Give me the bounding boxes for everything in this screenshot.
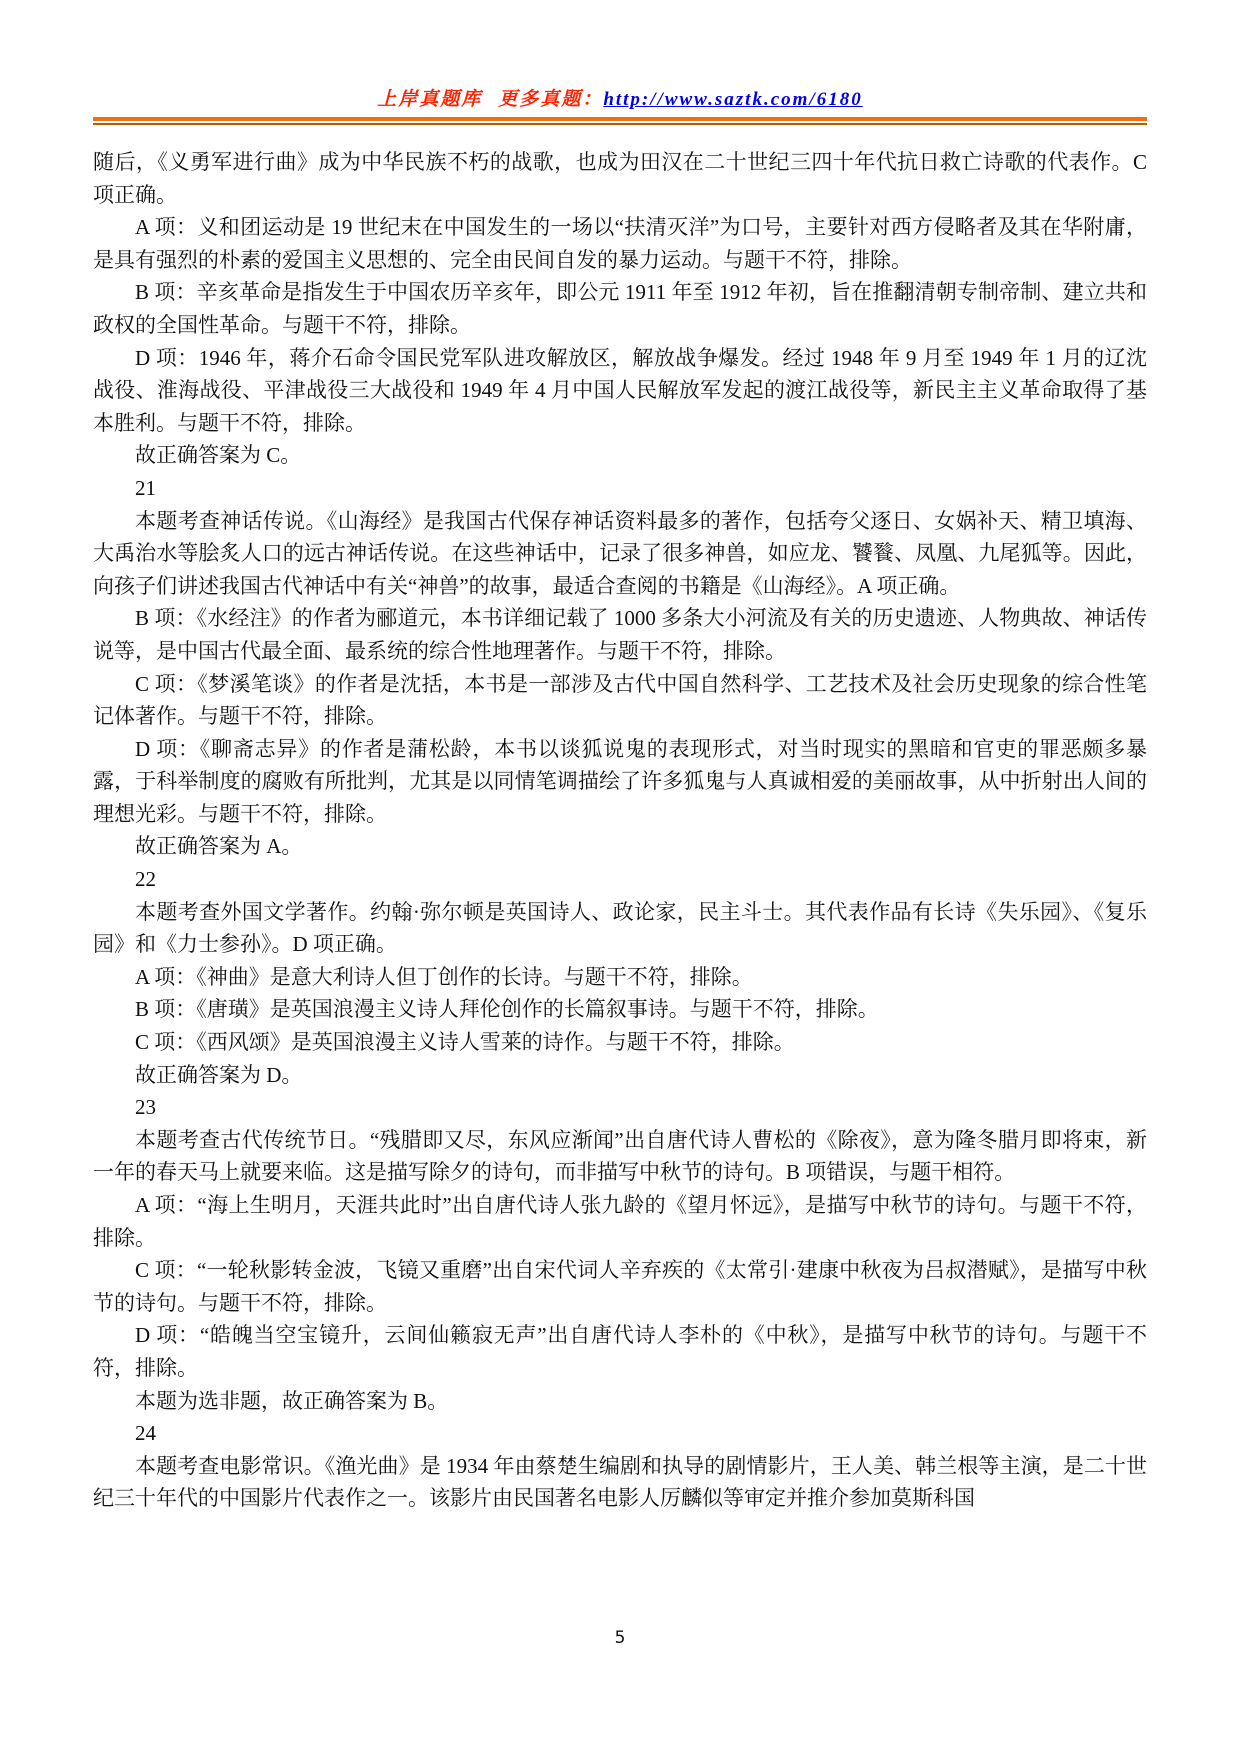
q20-option-b: B 项：辛亥革命是指发生于中国农历辛亥年，即公元 1911 年至 1912 年初，旨在推翻清朝专制帝制、建立共和政权的全国性革命。与题干不符，排除。 [93,280,1147,337]
q24-number: 24 [135,1421,156,1446]
q23-option-c: C 项：“一轮秋影转金波，飞镜又重磨”出自宋代词人辛弃疾的《太常引·建康中秋夜为吕叔潜赋》，是描写中秋节的诗句。与题干不符，排除。 [93,1258,1147,1315]
q22-answer: 故正确答案为 D。 [135,1062,303,1087]
q21-option-d: D 项：《聊斋志异》的作者是蒲松龄，本书以谈狐说鬼的表现形式，对当时现实的黑暗和官吏的罪恶颇多暴露，于科举制度的腐败有所批判，尤其是以同情笔调描绘了许多狐鬼与人真诚相爱的美丽故事，从中折射出人间的理想光彩。与题干不符，排除。 [93,736,1147,826]
q20-answer: 故正确答案为 C。 [135,443,302,468]
q20-option-a: A 项：义和团运动是 19 世纪末在中国发生的一场以“扶清灭洋”为口号，主要针对西方侵略者及其在华附庸，是具有强烈的朴素的爱国主义思想的、完全由民间自发的暴力运动。与题干不符，排除。 [93,215,1147,272]
q21-answer: 故正确答案为 A。 [135,834,303,859]
header-divider [93,117,1147,125]
page-footer [0,1628,1240,1648]
q22-option-a: A 项：《神曲》是意大利诗人但丁创作的长诗。与题干不符，排除。 [135,964,753,989]
q23-option-a: A 项：“海上生明月，天涯共此时”出自唐代诗人张九龄的《望月怀远》，是描写中秋节的诗句。与题干不符，排除。 [93,1193,1147,1250]
q21-option-b: B 项：《水经注》的作者为郦道元，本书详细记载了 1000 多条大小河流及有关的历史遗迹、人物典故、神话传说等，是中国古代最全面、最系统的综合性地理著作。与题干不符，排除。 [93,606,1147,663]
q22-option-b: B 项：《唐璜》是英国浪漫主义诗人拜伦创作的长篇叙事诗。与题干不符，排除。 [135,997,879,1022]
q20-option-d: D 项：1946 年，蒋介石命令国民党军队进攻解放区，解放战争爆发。经过 1948 年 9 月至 1949 年 1 月的辽沈战役、淮海战役、平津战役三大战役和 1949 年 4 月中国人民解放军发起的渡江战役等，新民主主义革命取得了基本胜利。与题干不符，排除。 [93,345,1147,435]
q23-analysis: 本题考查古代传统节日。“残腊即又尽，东风应渐闻”出自唐代诗人曹松的《除夜》，意为隆冬腊月即将束，新一年的春天马上就要来临。这是描写除夕的诗句，而非描写中秋节的诗句。B 项错误，与题干相符。 [93,1127,1147,1185]
q24-analysis: 本题考查电影常识。《渔光曲》是 1934 年由蔡楚生编剧和执导的剧情影片，王人美、韩兰根等主演，是二十世纪三十年代的中国影片代表作之一。该影片由民国著名电影人厉麟似等审定并推介参加莫斯科国 [93,1453,1147,1511]
q21-number: 21 [135,475,156,500]
page-number: 5 [614,1628,626,1648]
q22-option-c: C 项：《西风颂》是英国浪漫主义诗人雪莱的诗作。与题干不符，排除。 [135,1030,795,1055]
q22-analysis: 本题考查外国文学著作。约翰·弥尔顿是英国诗人、政论家，民主斗士。其代表作品有长诗《失乐园》、《复乐园》和《力士参孙》。D 项正确。 [93,899,1147,957]
q23-answer: 本题为选非题，故正确答案为 B。 [135,1388,449,1413]
q23-option-d: D 项：“皓魄当空宝镜升，云间仙籁寂无声”出自唐代诗人李朴的《中秋》，是描写中秋节的诗句。与题干不符，排除。 [93,1323,1147,1380]
q21-analysis: 本题考查神话传说。《山海经》是我国古代保存神话资料最多的著作，包括夸父逐日、女娲补天、精卫填海、大禹治水等脍炙人口的远古神话传说。在这些神话中，记录了很多神兽，如应龙、饕餮、凤凰、九尾狐等。因此，向孩子们讲述我国古代神话中有关“神兽”的故事，最适合查阅的书籍是《山海经》。A 项正确。 [93,508,1147,598]
document-body [93,146,1147,1515]
header-url-link[interactable]: http://www.saztk.com/6180 [603,89,863,110]
header-brand-label: 上岸真题库 [377,89,483,110]
header-divider-thick-line [93,117,1147,121]
header-divider-thin-line [93,123,1147,125]
q20-explanation-continued: 随后，《义勇军进行曲》成为中华民族不朽的战歌，也成为田汉在二十世纪三四十年代抗日救亡诗歌的代表作。C 项正确。 [93,150,1147,207]
q22-number: 22 [135,867,156,892]
header-more-label: 更多真题： [498,89,604,110]
q21-option-c: C 项：《梦溪笔谈》的作者是沈括，本书是一部涉及古代中国自然科学、工艺技术及社会历史现象的综合性笔记体著作。与题干不符，排除。 [93,671,1147,729]
q23-number: 23 [135,1095,156,1120]
page-header [0,84,1240,111]
